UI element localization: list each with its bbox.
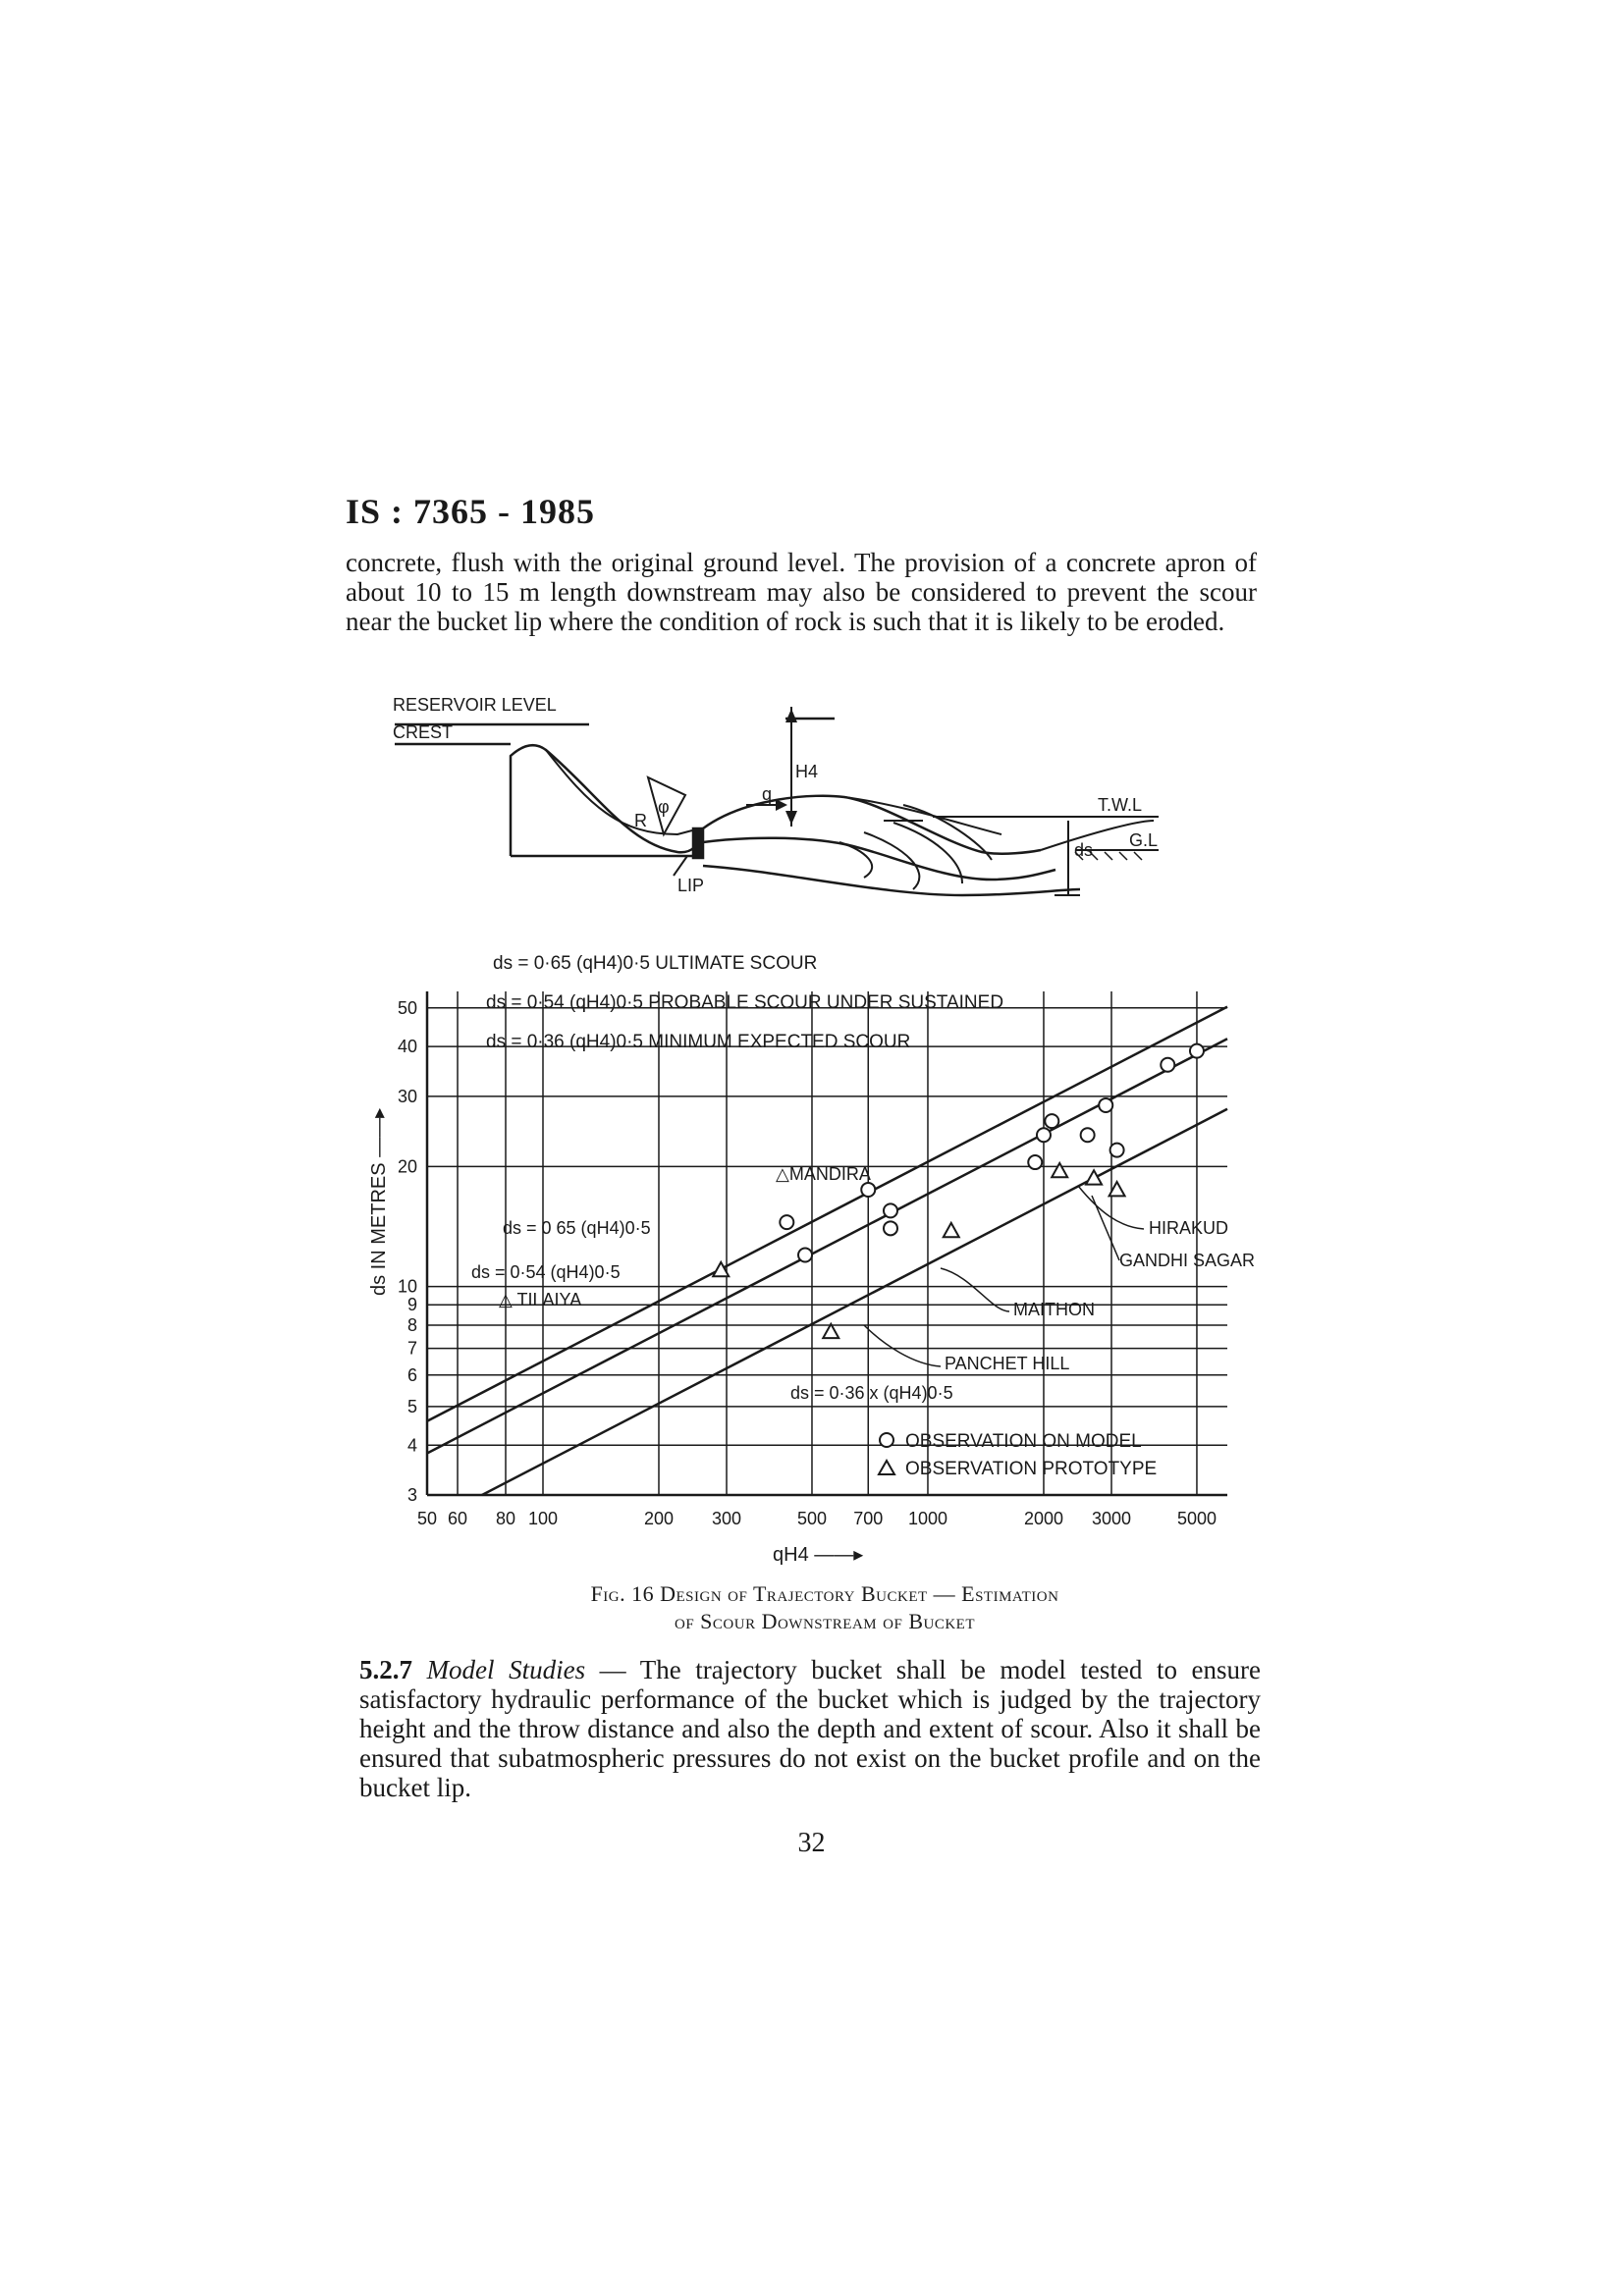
h4-arrow-up <box>785 709 797 722</box>
y-tick-label: 9 <box>406 1295 417 1315</box>
label-ultimate-line: ds = 0 65 (qH4)0·5 <box>503 1218 651 1238</box>
y-tick-label: 20 <box>397 1156 417 1177</box>
site-panchet-hill-label: PANCHET HILL <box>945 1354 1070 1373</box>
x-axis-label: qH4 ——▸ <box>773 1544 864 1566</box>
leader-panchet-hill <box>864 1325 941 1366</box>
legend-prototype-label: OBSERVATION PROTOTYPE <box>905 1459 1158 1479</box>
section-title: Model Studies <box>426 1655 586 1684</box>
legend-probable-scour: ds = 0·54 (qH4)0·5 PROBABLE SCOUR UNDER SUSTAINED <box>486 992 1004 1013</box>
ds-sketch-label: ds <box>1074 840 1094 860</box>
model-point <box>1161 1058 1174 1072</box>
y-tick-label: 8 <box>406 1315 417 1336</box>
x-tick-label: 500 <box>796 1509 828 1528</box>
model-point <box>1045 1114 1058 1128</box>
x-tick-label: 60 <box>448 1509 468 1528</box>
caption-line-1: Fig. 16 Design of Trajectory Bucket — Estimation <box>590 1581 1059 1606</box>
x-tick-label: 100 <box>527 1509 559 1528</box>
x-tick-label: 2000 <box>1023 1509 1064 1528</box>
model-point <box>884 1203 897 1217</box>
crest-label: CREST <box>393 722 454 742</box>
legend-ultimate-scour: ds = 0·65 (qH4)0·5 ULTIMATE SCOUR <box>493 953 818 974</box>
x-tick-label: 200 <box>643 1509 675 1528</box>
x-tick-label: 50 <box>416 1509 438 1528</box>
bucket-base <box>511 834 701 856</box>
y-tick-label: 50 <box>397 997 417 1018</box>
site-gandhi-sagar-label: GANDHI SAGAR <box>1119 1251 1256 1270</box>
section-body: — The trajectory bucket shall be model tested to ensure satisfactory hydraulic performance of the bucket which is judged by the trajectory height and the throw distance and also the depth and extent of scour. Also it shall be ensured that subatmospheric pressures do not exist on the bucket profile and on the bucket lip. <box>359 1655 1261 1802</box>
q-arrowhead <box>776 799 787 811</box>
x-tick-label: 80 <box>495 1509 516 1528</box>
legend-model-marker <box>880 1433 893 1447</box>
y-tick-label: 30 <box>397 1086 417 1106</box>
y-tick-label: 7 <box>406 1338 417 1359</box>
eddy-3 <box>864 832 919 889</box>
q-label: q <box>762 784 773 804</box>
site-mandira-label: △MANDIRA <box>776 1164 871 1184</box>
site-hirakud-label: HIRAKUD <box>1149 1218 1229 1238</box>
jet-lower <box>703 838 1055 880</box>
leader-gandhi-sagar <box>1092 1196 1119 1260</box>
page-number: 32 <box>797 1828 826 1858</box>
caption-line-2: of Scour Downstream of Bucket <box>675 1609 975 1633</box>
model-point <box>1099 1098 1112 1112</box>
h4-label: H4 <box>795 762 819 781</box>
gl-label: G.L <box>1129 830 1159 850</box>
site-tilaiya-label: △ TILAIYA <box>499 1290 582 1309</box>
scour-bed <box>703 866 1080 895</box>
x-tick-label: 5000 <box>1176 1509 1217 1528</box>
paragraph-model-studies <box>359 1655 1261 1802</box>
reservoir-level-label: RESERVOIR LEVEL <box>393 695 557 715</box>
figure-caption <box>432 1580 1217 1635</box>
scour-chart <box>368 953 1255 1566</box>
phi-label: φ <box>658 797 670 817</box>
legend-prototype-marker <box>879 1461 894 1474</box>
model-point <box>1037 1128 1051 1142</box>
model-point <box>884 1221 897 1235</box>
prototype-point <box>1052 1163 1067 1177</box>
x-tick-label: 3000 <box>1091 1509 1132 1528</box>
y-tick-label: 5 <box>406 1396 417 1416</box>
x-tick-label: 1000 <box>907 1509 948 1528</box>
prototype-point <box>823 1324 839 1338</box>
h4-arrow-down <box>785 811 797 825</box>
y-axis-label: ds IN METRES ——▸ <box>368 1107 390 1296</box>
y-tick-label: 4 <box>406 1435 417 1456</box>
lip-block <box>693 828 703 858</box>
model-point <box>780 1215 793 1229</box>
y-tick-label: 10 <box>397 1276 417 1297</box>
lip-label: LIP <box>677 876 705 895</box>
document-header: IS : 7365 - 1985 <box>346 492 596 531</box>
paragraph-scour-apron: concrete, flush with the original ground level. The provision of a concrete apron of about 10 to 15 m length downstream may also be considered to prevent the scour near the bucket lip where the condition of rock is such that it is likely to be eroded. <box>346 548 1257 636</box>
twl-label: T.W.L <box>1098 795 1143 815</box>
lip-leader <box>674 856 687 876</box>
legend-minimum-scour: ds = 0·36 (qH4)0·5 MINIMUM EXPECTED SCOUR <box>486 1032 911 1052</box>
model-point <box>1190 1044 1204 1058</box>
legend-model-label: OBSERVATION ON MODEL <box>905 1431 1142 1452</box>
label-probable-line: ds = 0·54 (qH4)0·5 <box>471 1262 621 1282</box>
section-number: 5.2.7 <box>359 1655 427 1684</box>
bucket-sketch <box>395 707 1159 895</box>
model-point <box>1081 1128 1095 1142</box>
x-tick-label: 300 <box>711 1509 742 1528</box>
prototype-point <box>1086 1170 1102 1184</box>
model-point <box>861 1183 875 1197</box>
model-point <box>1028 1155 1042 1169</box>
y-tick-label: 40 <box>397 1037 417 1057</box>
site-maithon-label: MAITHON <box>1013 1300 1095 1319</box>
y-tick-label: 6 <box>406 1364 417 1385</box>
x-tick-label: 700 <box>853 1509 884 1528</box>
model-point <box>1110 1144 1124 1157</box>
model-point <box>798 1249 812 1262</box>
y-tick-label: 3 <box>406 1485 417 1505</box>
spillway-profile <box>511 745 701 856</box>
prototype-point <box>944 1223 959 1237</box>
radius-label: R <box>634 811 647 830</box>
label-minimum-line: ds = 0·36 x (qH4)0·5 <box>790 1383 953 1403</box>
